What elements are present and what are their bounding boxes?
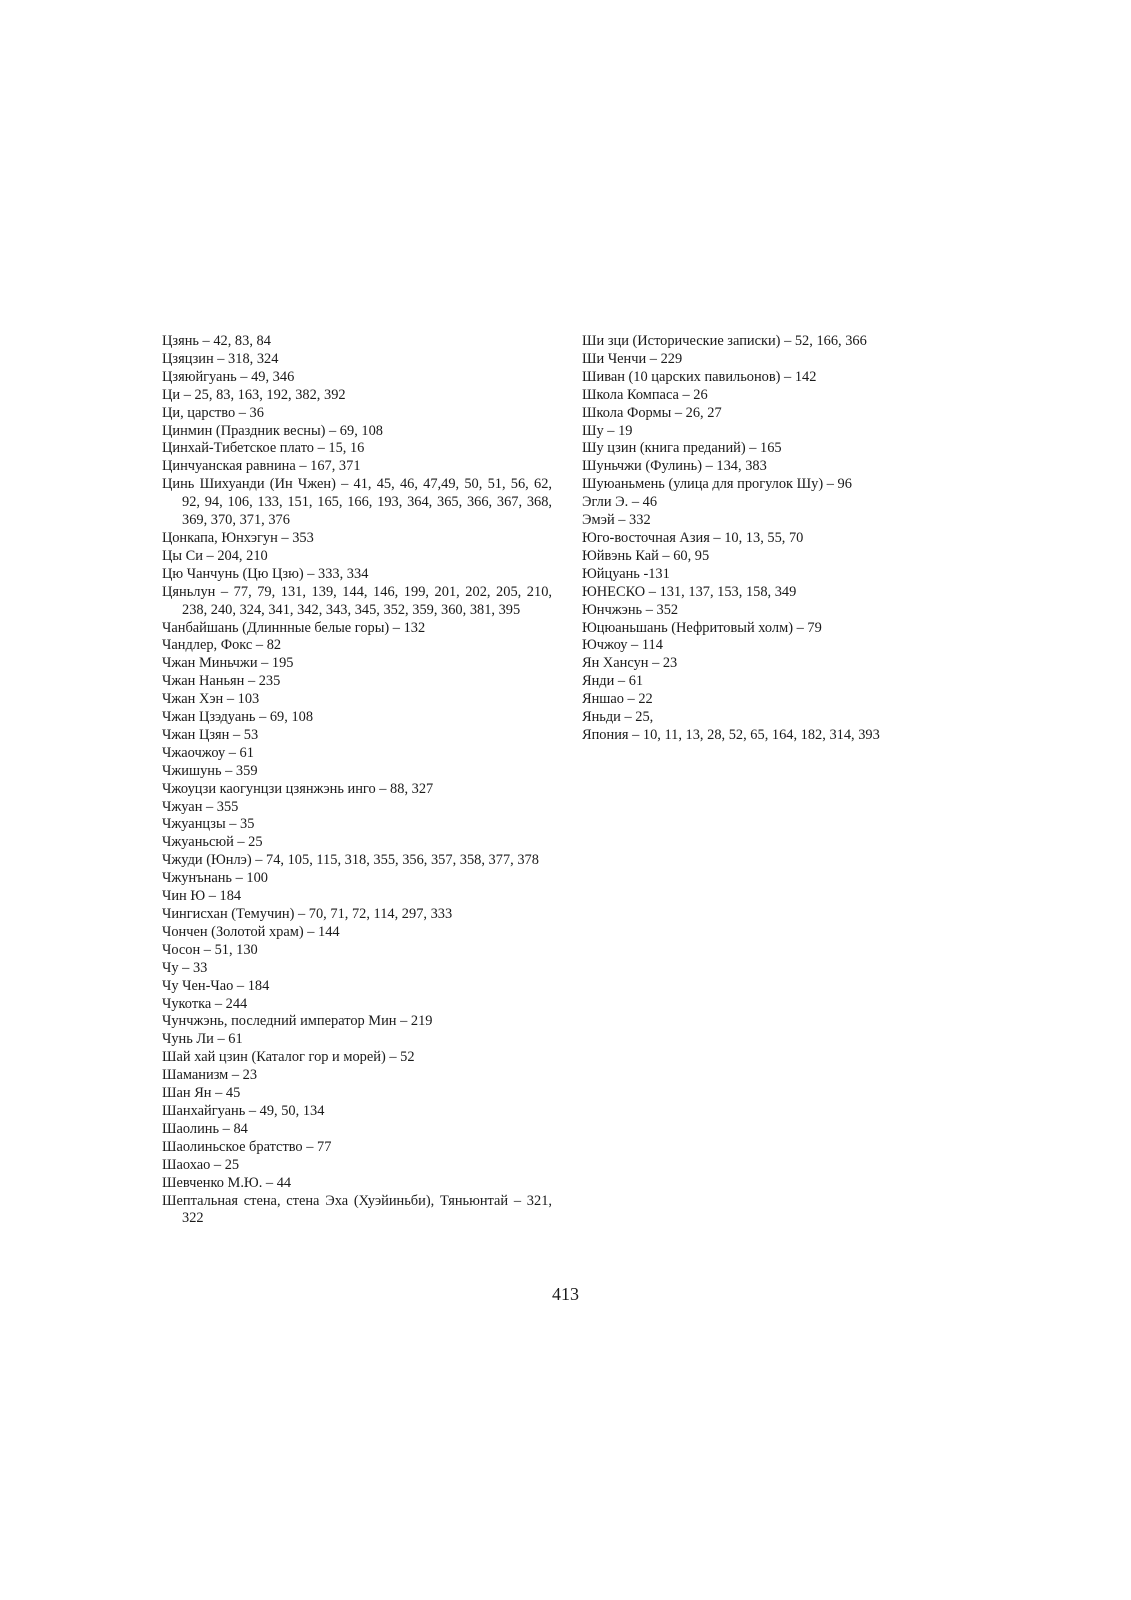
index-entry: Шаманизм – 23 — [162, 1067, 258, 1084]
index-entry: Шу цзин (книга преданий) – 165 — [582, 440, 782, 457]
index-entry: Юйвэнь Кай – 60, 95 — [582, 547, 710, 564]
index-entry: Чингисхан (Темучин) – 70, 71, 72, 114, 297, 333 — [162, 906, 453, 922]
index-entry: Чжан Хэн – 103 — [162, 691, 260, 708]
index-entry: Чжунънань – 100 — [162, 870, 268, 887]
index-entry: Ши Ченчи – 229 — [582, 350, 683, 367]
index-entry: Шевченко М.Ю. – 44 — [162, 1174, 292, 1191]
index-entry: Чосон – 51, 130 — [162, 941, 258, 958]
index-entry: Чу Чен-Чао – 184 — [162, 977, 270, 994]
index-entry: Юнчжэнь – 352 — [582, 601, 679, 618]
index-entry: Чончен (Золотой храм) – 144 — [162, 923, 340, 940]
index-entry: Чанбайшань (Длиннные белые горы) – 132 — [162, 619, 426, 636]
page-number: 413 — [552, 1284, 579, 1304]
index-entry: Чжан Цзян – 53 — [162, 726, 259, 743]
index-entry: Ци – 25, 83, 163, 192, 382, 392 — [162, 386, 346, 403]
index-column-right — [582, 333, 982, 745]
index-entry: Цзяцзин – 318, 324 — [162, 350, 279, 367]
index-entry: Цяньлун – 77, 79, 131, 139, 144, 146, 199, 201, 202, 205, 210, 238, 240, 324, 341, 342, 343, 345, 352, 359, 360, 381, 395 — [162, 583, 552, 618]
index-entry: Ючжоу – 114 — [582, 637, 663, 654]
index-entry: Чжоуцзи каогунцзи цзянжэнь инго – 88, 327 — [162, 780, 434, 797]
index-entry: Чжаочжоу – 61 — [162, 744, 254, 761]
index-entry: Шаолиньское братство – 77 — [162, 1138, 332, 1155]
index-entry: Шиван (10 царских павильонов) – 142 — [582, 368, 817, 385]
index-entry: Цзянь – 42, 83, 84 — [162, 333, 271, 349]
index-entry: Яньди – 25, — [582, 709, 654, 726]
index-entry: Чунчжэнь, последний император Мин – 219 — [162, 1013, 433, 1030]
index-entry: Ян Хансун – 23 — [582, 655, 678, 672]
index-column-left — [162, 333, 552, 1228]
index-entry: Эмэй – 332 — [582, 512, 651, 529]
index-entry: Шаолинь – 84 — [162, 1120, 248, 1137]
index-entry: Чжуан – 355 — [162, 798, 239, 815]
index-entry: Чжишунь – 359 — [162, 762, 258, 779]
index-entry: Цы Си – 204, 210 — [162, 547, 268, 564]
index-entry: Шу – 19 — [582, 422, 633, 439]
index-entry: Шаохао – 25 — [162, 1156, 240, 1173]
index-entry: Эгли Э. – 46 — [582, 494, 658, 511]
index-entry: Чжуди (Юнлэ) – 74, 105, 115, 318, 355, 356, 357, 358, 377, 378 — [162, 852, 539, 869]
index-entry: Шанхайгуань – 49, 50, 134 — [162, 1102, 325, 1119]
index-entry: Чунь Ли – 61 — [162, 1031, 243, 1048]
index-entry: Ши зци (Исторические записки) – 52, 166, 366 — [582, 333, 867, 349]
index-entry: Шептальная стена, стена Эха (Хуэйиньби), Тяньюнтай – 321, 322 — [162, 1192, 552, 1227]
index-entry: Чжан Цзэдуань – 69, 108 — [162, 709, 314, 726]
index-entry: Цинхай-Тибетское плато – 15, 16 — [162, 440, 365, 457]
index-entry: Цинчуанская равнина – 167, 371 — [162, 458, 361, 475]
index-entry: Цю Чанчунь (Цю Цзю) – 333, 334 — [162, 565, 369, 582]
index-entry: Шуюаньмень (улица для прогулок Шу) – 96 — [582, 476, 852, 493]
index-entry: Чжуаньсюй – 25 — [162, 834, 263, 851]
index-entry: Юйцуань -131 — [582, 565, 670, 582]
index-entry: Яншао – 22 — [582, 691, 653, 708]
index-entry: Цонкапа, Юнхэгун – 353 — [162, 529, 314, 546]
index-entry: Цинмин (Праздник весны) – 69, 108 — [162, 422, 383, 439]
index-entry: Чу – 33 — [162, 959, 208, 976]
index-entry: Чин Ю – 184 — [162, 888, 242, 905]
index-entry: Юцюаньшань (Нефритовый холм) – 79 — [582, 619, 822, 636]
index-entry: Янди – 61 — [582, 673, 644, 690]
index-entry: Чжан Наньян – 235 — [162, 673, 281, 690]
index-entry: Шуньчжи (Фулинь) – 134, 383 — [582, 458, 767, 475]
index-entry: Шай хай цзин (Каталог гор и морей) – 52 — [162, 1049, 415, 1066]
index-entry: Чжуанцзы – 35 — [162, 816, 255, 833]
index-entry: Чжан Миньчжи – 195 — [162, 655, 294, 672]
index-entry: Чандлер, Фокс – 82 — [162, 637, 282, 654]
index-entry: Школа Формы – 26, 27 — [582, 404, 722, 421]
index-entry: Цинь Шихуанди (Ин Чжен) – 41, 45, 46, 47,49, 50, 51, 56, 62, 92, 94, 106, 133, 151, 165, 166, 193, 364, 365, 366, 367, 368, 369, 370, 371, 376 — [162, 476, 552, 529]
index-entry: Школа Компаса – 26 — [582, 386, 708, 403]
index-entry: Ци, царство – 36 — [162, 404, 264, 421]
index-entry: Юго-восточная Азия – 10, 13, 55, 70 — [582, 529, 804, 546]
index-entry: ЮНЕСКО – 131, 137, 153, 158, 349 — [582, 583, 797, 600]
index-entry: Чукотка – 244 — [162, 995, 248, 1012]
index-entry: Цзяюйгуань – 49, 346 — [162, 368, 295, 385]
index-entry: Шан Ян – 45 — [162, 1085, 241, 1102]
index-entry: Япония – 10, 11, 13, 28, 52, 65, 164, 182, 314, 393 — [582, 726, 880, 743]
